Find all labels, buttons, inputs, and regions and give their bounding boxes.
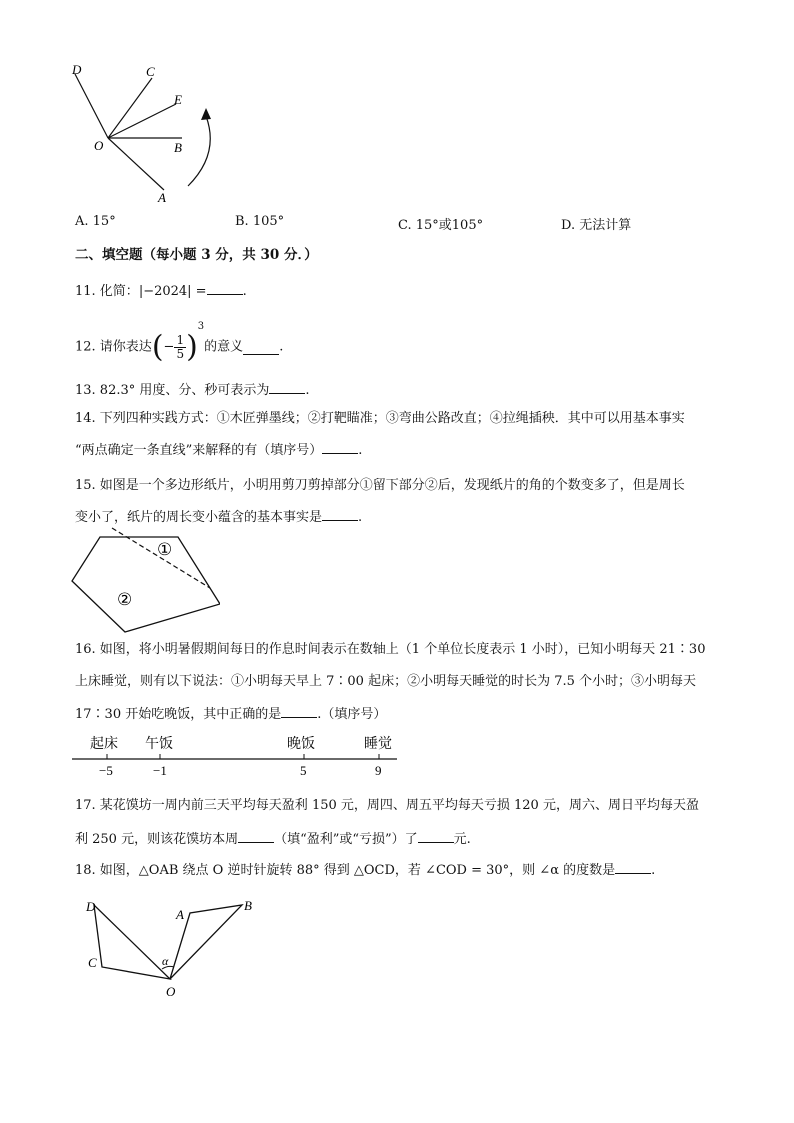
tick-label-5: 5 — [300, 763, 307, 778]
q11-suffix: . — [242, 284, 247, 299]
question-15-line-2 — [75, 507, 362, 527]
label-alpha: α — [162, 954, 169, 968]
tick-label-9: 9 — [375, 763, 382, 778]
q16-answer-blank[interactable] — [281, 704, 317, 718]
q17-blank-profit-loss[interactable] — [238, 829, 274, 843]
q12-right-paren: ) — [186, 329, 198, 365]
paper-polygon — [72, 537, 220, 632]
q10-option-c: C. 15°或105° — [398, 218, 484, 233]
question-16-line-1: 16. 如图，将小明暑假期间每日的作息时间表示在数轴上（1 个单位长度表示 1 小时），已知小明每天 21∶30 — [75, 642, 706, 657]
q18-rotation-figure — [82, 895, 262, 1005]
ray-oc — [108, 78, 152, 138]
q12-numerator: 1 — [176, 333, 185, 347]
question-12 — [75, 318, 283, 368]
question-15-line-1: 15. 如图是一个多边形纸片，小明用剪刀剪掉部分①留下部分②后，发现纸片的角的个数变多了，但是周长 — [75, 478, 685, 493]
q13-answer-blank[interactable] — [269, 380, 305, 394]
arrow-head-icon — [201, 108, 211, 120]
q11-prefix: 11. 化简： — [75, 284, 139, 299]
q10-option-a: A. 15° — [75, 214, 116, 229]
label-a: A — [176, 907, 184, 922]
label-e: E — [174, 92, 182, 107]
q13-text: 13. 82.3° 用度、分、秒可表示为 — [75, 383, 270, 398]
q15-end: . — [358, 510, 363, 525]
q11-answer-blank[interactable] — [207, 281, 243, 295]
question-16-line-2: 上床睡觉，则有以下说法：①小明每天早上 7∶00 起床；②小明每天睡觉的时长为 7.5 个小时；③小明每天 — [75, 674, 697, 689]
question-18 — [75, 860, 655, 880]
q17-line-2c: 元. — [453, 832, 471, 847]
ray-od — [75, 74, 108, 138]
q12-minus: − — [163, 339, 175, 355]
q12-exponent: 3 — [197, 321, 205, 332]
question-17-line-1: 17. 某花馍坊一周内前三天平均每天盈利 150 元，周四、周五平均每天亏损 120 元，周六、周日平均每天盈 — [75, 798, 699, 813]
label-o: O — [166, 984, 176, 999]
q15-answer-blank[interactable] — [322, 507, 358, 521]
ray-oa — [108, 138, 164, 190]
q10-angle-figure — [60, 58, 230, 206]
label-b: B — [244, 898, 252, 913]
question-17-line-2 — [75, 829, 471, 849]
q14-end: . — [358, 443, 363, 458]
label-o: O — [94, 138, 104, 153]
question-14-line-2 — [75, 440, 362, 460]
q16-number-line — [70, 733, 400, 783]
q18-answer-blank[interactable] — [615, 860, 651, 874]
label-lunch: 午饭 — [145, 737, 173, 752]
rotation-arrow — [188, 116, 210, 186]
label-dinner: 晚饭 — [287, 737, 315, 752]
q12-denominator: 5 — [176, 347, 185, 361]
q10-option-b: B. 105° — [235, 214, 285, 229]
q14-answer-blank[interactable] — [322, 440, 358, 454]
label-c: C — [88, 955, 97, 970]
q12-fraction — [174, 334, 186, 361]
q16-line-3-end: .（填序号） — [317, 707, 387, 722]
question-16-line-3 — [75, 704, 386, 724]
q12-prefix: 12. 请你表达 — [75, 339, 152, 355]
q10-option-d: D. 无法计算 — [561, 218, 632, 233]
q15-line-2-text: 变小了，纸片的周长变小蕴含的基本事实是 — [75, 510, 323, 525]
q12-end: . — [279, 339, 284, 355]
q17-blank-amount[interactable] — [418, 829, 454, 843]
ray-oe — [108, 104, 176, 138]
label-sleep: 睡觉 — [364, 737, 392, 752]
q17-line-2b: （填“盈利”或“亏损”）了 — [274, 832, 418, 847]
q18-text: 18. 如图，△OAB 绕点 O 逆时针旋转 88° 得到 △OCD，若 ∠COD = 30°，则 ∠α 的度数是 — [75, 863, 616, 878]
label-b: B — [174, 140, 182, 155]
part-1-label: ① — [157, 540, 173, 559]
part-2-label: ② — [117, 590, 133, 609]
q17-line-2a: 利 250 元，则该花馍坊本周 — [75, 832, 239, 847]
q16-line-3-text: 17∶30 开始吃晚饭，其中正确的是 — [75, 707, 282, 722]
q14-line-2-text: “两点确定一条直线”来解释的有（填序号） — [75, 443, 323, 458]
q15-polygon-figure — [60, 526, 220, 636]
label-c: C — [146, 64, 155, 79]
q12-suffix: 的意义 — [204, 339, 244, 355]
label-wake: 起床 — [90, 737, 118, 752]
q12-answer-blank[interactable] — [243, 341, 279, 355]
label-a: A — [158, 190, 166, 205]
section-2-title: 二、填空题（每小题 3 分，共 30 分．） — [75, 247, 318, 263]
tick-label-minus-1: −1 — [153, 763, 167, 778]
question-11 — [75, 281, 247, 301]
label-d: D — [72, 62, 82, 77]
question-13 — [75, 380, 310, 400]
q13-end: . — [305, 383, 310, 398]
label-d: D — [86, 899, 96, 914]
q18-end: . — [651, 863, 656, 878]
question-14-line-1: 14. 下列四种实践方式：①木匠弹墨线；②打靶瞄准；③弯曲公路改直；④拉绳插秧．其中可以用基本事实 — [75, 411, 685, 426]
q12-left-paren: ( — [151, 329, 164, 365]
q11-expression: |−2024| = — [138, 284, 207, 299]
triangle-ocd — [94, 905, 170, 979]
tick-label-minus-5: −5 — [99, 763, 113, 778]
